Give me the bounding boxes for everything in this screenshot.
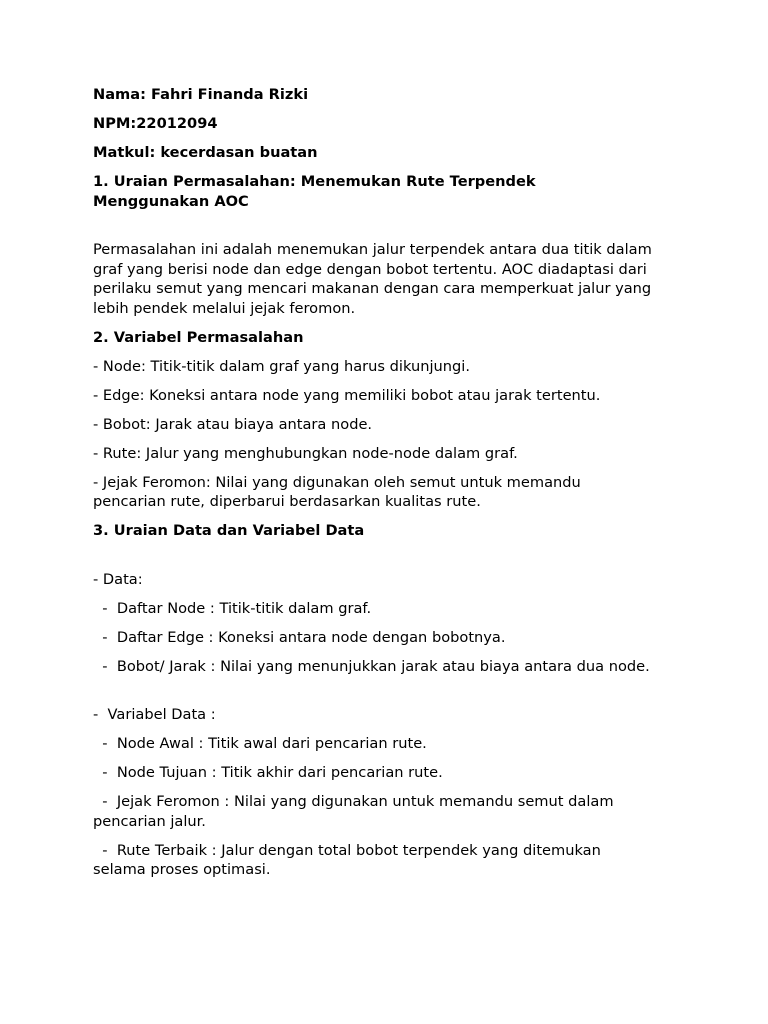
student-name: Nama: Fahri Finanda Rizki xyxy=(93,86,309,103)
variabel-item: - Rute Terbaik : Jalur dengan total bobot terpendek yang ditemukan selama proses optimasi. xyxy=(93,841,606,878)
variabel-heading: - Variabel Data : xyxy=(93,706,216,723)
section-3-title: 3. Uraian Data dan Variabel Data xyxy=(93,522,365,539)
data-heading: - Data: xyxy=(93,570,143,588)
variabel-item: - Jejak Feromon : Nilai yang digunakan untuk memandu semut dalam pencarian jalur. xyxy=(93,793,619,830)
section-2-item: - Edge: Koneksi antara node yang memiliki bobot atau jarak tertentu. xyxy=(93,386,601,404)
section-1-title: 1. Uraian Permasalahan: Menemukan Rute Terpendek Menggunakan AOC xyxy=(93,173,541,210)
data-item: - Daftar Edge : Koneksi antara node dengan bobotnya. xyxy=(93,628,506,646)
section-2-item: - Node: Titik-titik dalam graf yang harus dikunjungi. xyxy=(93,357,470,375)
section-2-item: - Rute: Jalur yang menghubungkan node-node dalam graf. xyxy=(93,444,518,462)
section-2-title: 2. Variabel Permasalahan xyxy=(93,328,304,346)
document-page xyxy=(93,85,657,889)
variabel-item: - Node Tujuan : Titik akhir dari pencarian rute. xyxy=(93,764,443,781)
section-2-item: - Bobot: Jarak atau biaya antara node. xyxy=(93,415,373,433)
course-name: Matkul: kecerdasan buatan xyxy=(93,144,318,161)
section-1-paragraph: Permasalahan ini adalah menemukan jalur terpendek antara dua titik dalam graf yang berisi node dan edge dengan bobot tertentu. AOC diadaptasi dari perilaku semut yang mencari makanan dengan cara memperkuat jalur yang lebih pendek melalui jejak feromon. xyxy=(93,241,657,317)
section-2-item: - Jejak Feromon: Nilai yang digunakan oleh semut untuk memandu pencarian rute, diperbarui berdasarkan kualitas rute. xyxy=(93,473,586,510)
variabel-item: - Node Awal : Titik awal dari pencarian rute. xyxy=(93,735,427,752)
data-item: - Daftar Node : Titik-titik dalam graf. xyxy=(93,599,372,617)
student-npm: NPM:22012094 xyxy=(93,115,218,132)
data-item: - Bobot/ Jarak : Nilai yang menunjukkan jarak atau biaya antara dua node. xyxy=(93,657,650,675)
